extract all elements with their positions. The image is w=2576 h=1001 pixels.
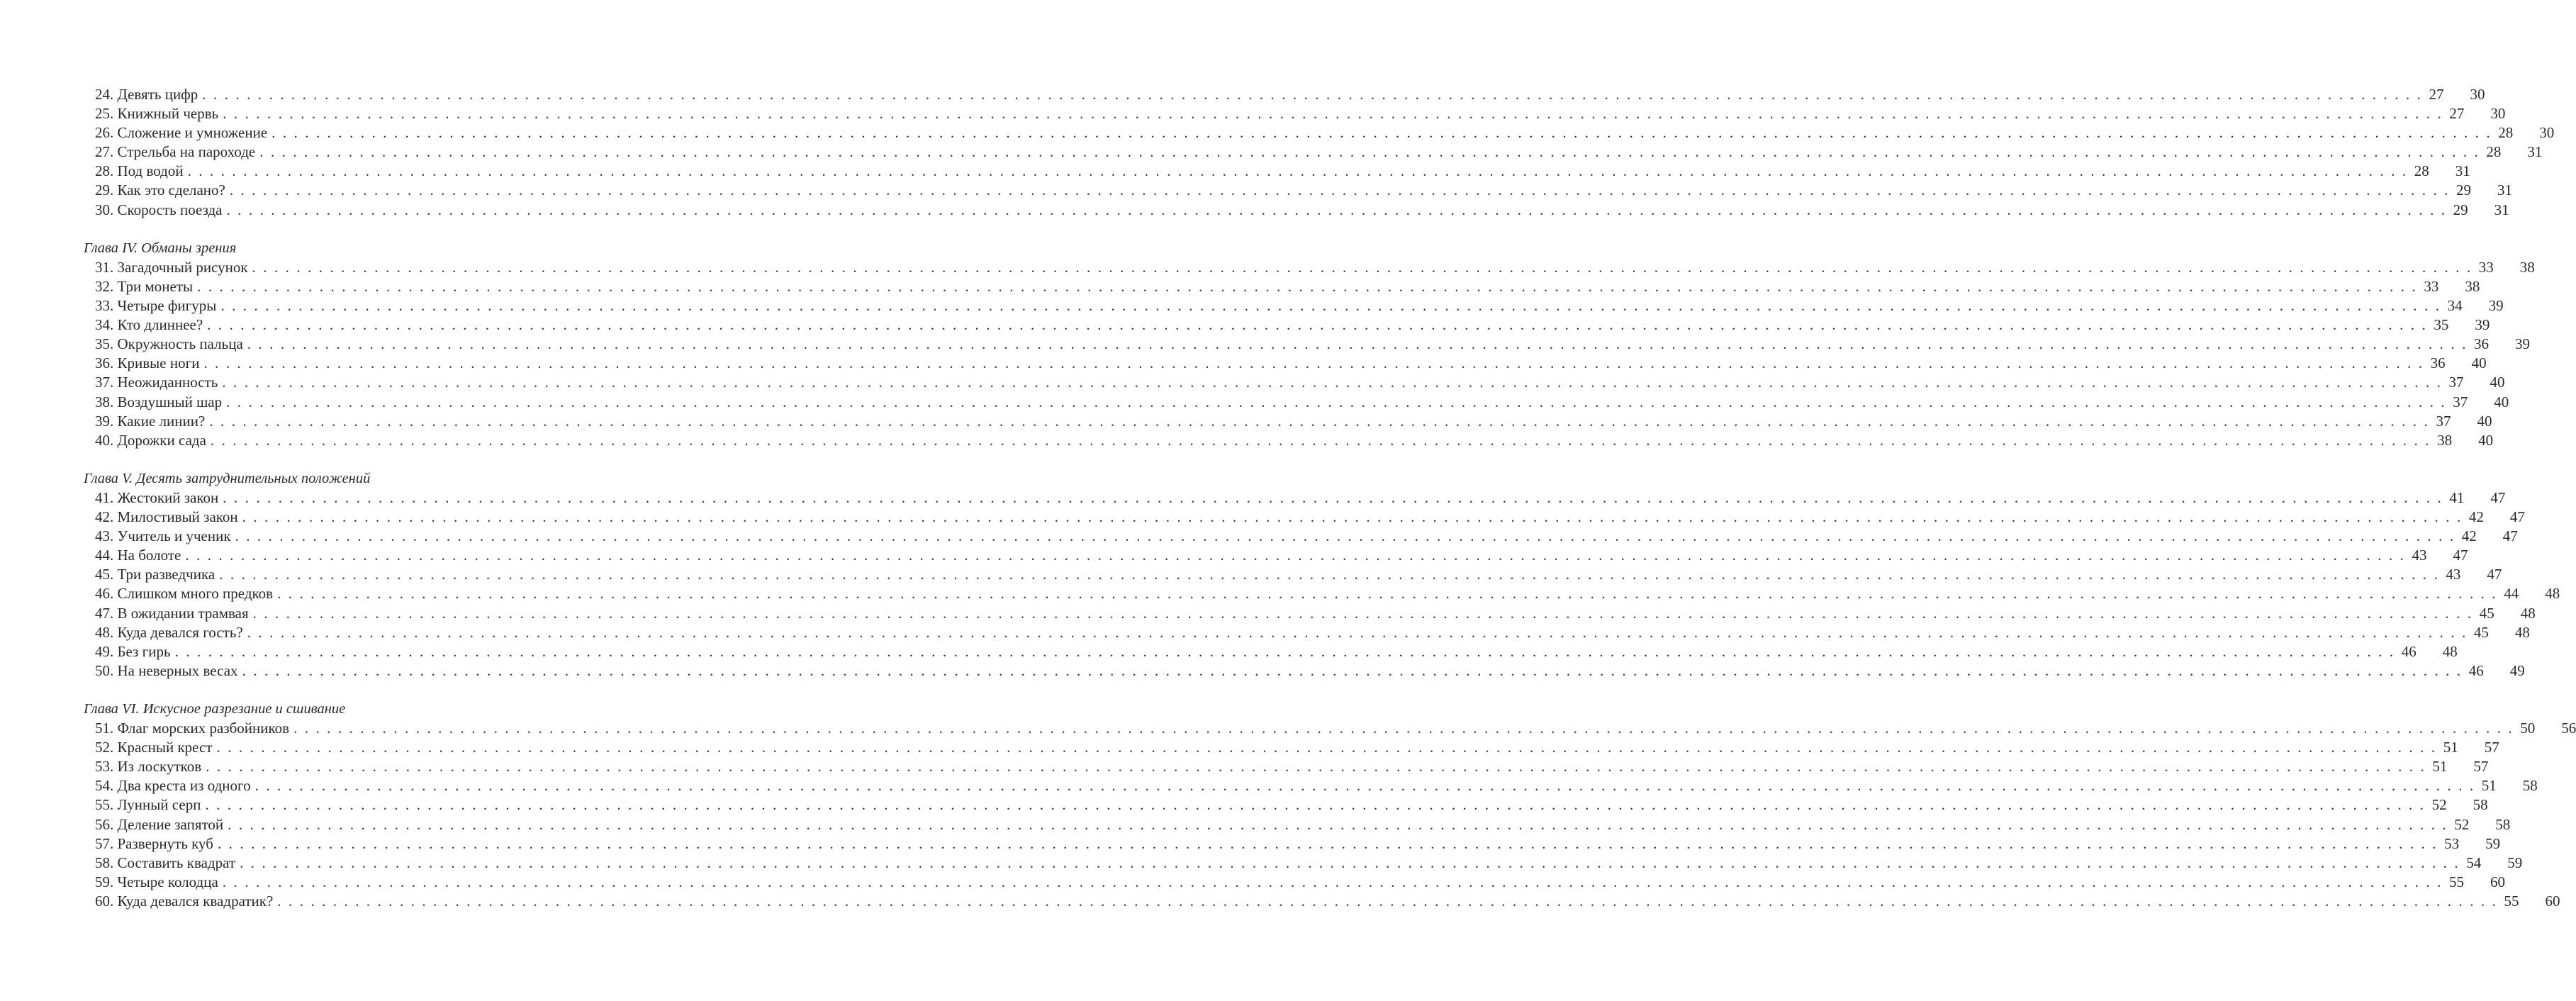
problem-page-number: 37	[2436, 412, 2451, 430]
dot-leader: . . . . . . . . . . . . . . . . . . . . . . . . . . . . . . . . . . . . . . . . . . . . . . . . . . . . . . . . . . . . . . . . . . . . . . . . . . . . . . . . . . . . . . . . . . . . . . . . . . . . . . . . . . . . . . . . . . . . . . . . . . . . . . . . . . . . . . . . . . . . . . . . . . . . . . . . . . . . . . . . . . . . . . . . . . . . . . . . . . . . . . . . . . . . . . . . . . . . . . . .	[242, 508, 2463, 526]
answer-page-number: 58	[2522, 777, 2538, 795]
entry-title: 54. Два креста из одного	[95, 777, 251, 795]
problem-page-number: 34	[2447, 297, 2463, 315]
toc-entry	[84, 623, 2530, 642]
answer-page-number: 39	[2488, 297, 2504, 315]
toc-entry	[84, 508, 2525, 527]
problem-page-number: 36	[2473, 335, 2489, 353]
toc-entry	[84, 776, 2538, 795]
answer-page-number: 47	[2502, 527, 2518, 545]
problem-page-number: 27	[2429, 86, 2444, 103]
entry-title: 36. Кривые ноги	[95, 354, 200, 372]
answer-page-number: 31	[2494, 201, 2509, 218]
toc-entry	[84, 604, 2536, 623]
toc-entry	[84, 527, 2518, 546]
answer-page-number: 47	[2490, 488, 2506, 506]
toc-entry	[84, 565, 2502, 584]
toc-entry	[84, 296, 2504, 315]
answer-page-number: 57	[2473, 758, 2489, 776]
problem-page-number: 33	[2424, 277, 2439, 295]
answer-page-number: 56	[2561, 720, 2576, 737]
dot-leader: . . . . . . . . . . . . . . . . . . . . . . . . . . . . . . . . . . . . . . . . . . . . . . . . . . . . . . . . . . . . . . . . . . . . . . . . . . . . . . . . . . . . . . . . . . . . . . . . . . . . . . . . . . . . . . . . . . . . . . . . . . . . . . . . . . . . . . . . . . . . . . . . . . . . . . . . . . . . . . . . . . . . . . . . . . . . . . . . . . . . . . . . . . . . . . . . . . . . . . . .	[223, 488, 2443, 506]
dot-leader: . . . . . . . . . . . . . . . . . . . . . . . . . . . . . . . . . . . . . . . . . . . . . . . . . . . . . . . . . . . . . . . . . . . . . . . . . . . . . . . . . . . . . . . . . . . . . . . . . . . . . . . . . . . . . . . . . . . . . . . . . . . . . . . . . . . . . . . . . . . . . . . . . . . . . . . . . . . . . . . . . . . . . . . . . . . . . . . . . . . . . . . . . . . . . . . . . . . . . . . .	[217, 834, 2438, 852]
dot-leader: . . . . . . . . . . . . . . . . . . . . . . . . . . . . . . . . . . . . . . . . . . . . . . . . . . . . . . . . . . . . . . . . . . . . . . . . . . . . . . . . . . . . . . . . . . . . . . . . . . . . . . . . . . . . . . . . . . . . . . . . . . . . . . . . . . . . . . . . . . . . . . . . . . . . . . . . . . . . . . . . . . . . . . . . . . . . . . . . . . . . . . . . . . . . . . . . . . . . . . . .	[222, 873, 2443, 890]
section-spacer	[84, 220, 622, 239]
toc-entry	[84, 123, 2555, 142]
toc-entry	[84, 873, 2505, 892]
entry-title: 43. Учитель и ученик	[95, 527, 231, 545]
problem-page-number: 43	[2412, 547, 2427, 564]
problem-page-number: 35	[2434, 316, 2449, 334]
answer-page-number: 59	[2507, 854, 2523, 871]
problem-page-number: 33	[2478, 258, 2494, 276]
dot-leader: . . . . . . . . . . . . . . . . . . . . . . . . . . . . . . . . . . . . . . . . . . . . . . . . . . . . . . . . . . . . . . . . . . . . . . . . . . . . . . . . . . . . . . . . . . . . . . . . . . . . . . . . . . . . . . . . . . . . . . . . . . . . . . . . . . . . . . . . . . . . . . . . . . . . . . . . . . . . . . . . . . . . . . . . . . . . . . . . . . . . . . . . . . . . . . . . . . . . . . . .	[216, 739, 2437, 756]
toc-entry	[84, 354, 2487, 373]
entry-title: 55. Лунный серп	[95, 796, 201, 814]
dot-leader: . . . . . . . . . . . . . . . . . . . . . . . . . . . . . . . . . . . . . . . . . . . . . . . . . . . . . . . . . . . . . . . . . . . . . . . . . . . . . . . . . . . . . . . . . . . . . . . . . . . . . . . . . . . . . . . . . . . . . . . . . . . . . . . . . . . . . . . . . . . . . . . . . . . . . . . . . . . . . . . . . . . . . . . . . . . . . . . . . . . . . . . . . . . . . . . . . . . . . . . .	[220, 297, 2441, 315]
section-spacer	[84, 681, 622, 700]
toc-entry	[84, 85, 2485, 104]
answer-page-number: 38	[2465, 277, 2480, 295]
toc-section	[84, 450, 2560, 681]
answer-page-number: 58	[2495, 815, 2511, 833]
entry-title: 46. Слишком много предков	[95, 585, 274, 603]
entry-title: 25. Книжный червь	[95, 105, 219, 123]
entry-title: 47. В ожидании трамвая	[95, 604, 249, 622]
toc-entry	[84, 162, 2470, 181]
answer-page-number: 47	[2509, 508, 2525, 526]
entry-title: 24. Девять цифр	[95, 86, 198, 103]
dot-leader: . . . . . . . . . . . . . . . . . . . . . . . . . . . . . . . . . . . . . . . . . . . . . . . . . . . . . . . . . . . . . . . . . . . . . . . . . . . . . . . . . . . . . . . . . . . . . . . . . . . . . . . . . . . . . . . . . . . . . . . . . . . . . . . . . . . . . . . . . . . . . . . . . . . . . . . . . . . . . . . . . . . . . . . . . . . . . . . . . . . . . . . . . . . . . . . . . . . . . . . .	[228, 815, 2448, 833]
toc-entry	[84, 258, 2535, 277]
entry-title: 41. Жестокий закон	[95, 488, 219, 506]
dot-leader: . . . . . . . . . . . . . . . . . . . . . . . . . . . . . . . . . . . . . . . . . . . . . . . . . . . . . . . . . . . . . . . . . . . . . . . . . . . . . . . . . . . . . . . . . . . . . . . . . . . . . . . . . . . . . . . . . . . . . . . . . . . . . . . . . . . . . . . . . . . . . . . . . . . . . . . . . . . . . . . . . . . . . . . . . . . . . . . . . . . . . . . . . . . . . . . . . . . . . . . .	[247, 623, 2468, 641]
problem-page-number: 45	[2473, 623, 2489, 641]
toc-entry	[84, 431, 2494, 450]
toc-entry	[84, 181, 2513, 200]
entry-title: 50. На неверных весах	[95, 661, 238, 679]
toc-entry	[84, 277, 2480, 296]
dot-leader: . . . . . . . . . . . . . . . . . . . . . . . . . . . . . . . . . . . . . . . . . . . . . . . . . . . . . . . . . . . . . . . . . . . . . . . . . . . . . . . . . . . . . . . . . . . . . . . . . . . . . . . . . . . . . . . . . . . . . . . . . . . . . . . . . . . . . . . . . . . . . . . . . . . . . . . . . . . . . . . . . . . . . . . . . . . . . . . . . . . . . . . . . . . . . . . . . . . . . . . .	[277, 585, 2498, 603]
problem-page-number: 44	[2504, 585, 2519, 603]
entry-title: 56. Деление запятой	[95, 815, 224, 833]
problem-page-number: 42	[2461, 527, 2477, 545]
problem-page-number: 36	[2430, 354, 2446, 372]
toc-entry	[84, 104, 2506, 123]
answer-page-number: 31	[2527, 143, 2543, 161]
toc-entry	[84, 892, 2560, 911]
dot-leader: . . . . . . . . . . . . . . . . . . . . . . . . . . . . . . . . . . . . . . . . . . . . . . . . . . . . . . . . . . . . . . . . . . . . . . . . . . . . . . . . . . . . . . . . . . . . . . . . . . . . . . . . . . . . . . . . . . . . . . . . . . . . . . . . . . . . . . . . . . . . . . . . . . . . . . . . . . . . . . . . . . . . . . . . . . . . . . . . . . . . . . . . . . . . . . . . . . . . . . . .	[226, 393, 2447, 410]
problem-page-number: 51	[2432, 758, 2448, 776]
answer-page-number: 30	[2490, 105, 2506, 123]
problem-page-number: 52	[2431, 796, 2447, 814]
entry-title: 37. Неожиданность	[95, 374, 218, 391]
toc-entry	[84, 757, 2489, 776]
problem-page-number: 28	[2414, 162, 2429, 180]
dot-leader: . . . . . . . . . . . . . . . . . . . . . . . . . . . . . . . . . . . . . . . . . . . . . . . . . . . . . . . . . . . . . . . . . . . . . . . . . . . . . . . . . . . . . . . . . . . . . . . . . . . . . . . . . . . . . . . . . . . . . . . . . . . . . . . . . . . . . . . . . . . . . . . . . . . . . . . . . . . . . . . . . . . . . . . . . . . . . . . . . . . . . . . . . . . . . . . . . . . . . . . .	[219, 566, 2440, 583]
answer-page-number: 48	[2514, 623, 2530, 641]
answer-page-number: 39	[2514, 335, 2530, 353]
entry-title: 40. Дорожки сада	[95, 431, 206, 449]
toc-entry	[84, 373, 2505, 392]
entry-title: 33. Четыре фигуры	[95, 297, 217, 315]
dot-leader: . . . . . . . . . . . . . . . . . . . . . . . . . . . . . . . . . . . . . . . . . . . . . . . . . . . . . . . . . . . . . . . . . . . . . . . . . . . . . . . . . . . . . . . . . . . . . . . . . . . . . . . . . . . . . . . . . . . . . . . . . . . . . . . . . . . . . . . . . . . . . . . . . . . . . . . . . . . . . . . . . . . . . . . . . . . . . . . . . . . . . . . . . . . . . . . . . . . . . . . .	[174, 642, 2395, 660]
toc-entry	[84, 815, 2511, 834]
toc-entry	[84, 584, 2560, 603]
answer-page-number: 31	[2455, 162, 2470, 180]
answer-page-number: 40	[2478, 431, 2494, 449]
answer-page-number: 40	[2477, 412, 2492, 430]
answer-page-number: 40	[2490, 374, 2505, 391]
dot-leader: . . . . . . . . . . . . . . . . . . . . . . . . . . . . . . . . . . . . . . . . . . . . . . . . . . . . . . . . . . . . . . . . . . . . . . . . . . . . . . . . . . . . . . . . . . . . . . . . . . . . . . . . . . . . . . . . . . . . . . . . . . . . . . . . . . . . . . . . . . . . . . . . . . . . . . . . . . . . . . . . . . . . . . . . . . . . . . . . . . . . . . . . . . . . . . . . . . . . . . . .	[252, 604, 2473, 622]
entry-title: 52. Красный крест	[95, 739, 213, 756]
entry-title: 58. Составить квадрат	[95, 854, 236, 871]
problem-page-number: 55	[2448, 873, 2464, 890]
problem-page-number: 43	[2446, 566, 2461, 583]
dot-leader: . . . . . . . . . . . . . . . . . . . . . . . . . . . . . . . . . . . . . . . . . . . . . . . . . . . . . . . . . . . . . . . . . . . . . . . . . . . . . . . . . . . . . . . . . . . . . . . . . . . . . . . . . . . . . . . . . . . . . . . . . . . . . . . . . . . . . . . . . . . . . . . . . . . . . . . . . . . . . . . . . . . . . . . . . . . . . . . . . . . . . . . . . . . . . . . . . . . . . . . .	[206, 758, 2426, 776]
entry-title: 49. Без гирь	[95, 642, 171, 660]
answer-page-number: 60	[2545, 892, 2560, 910]
entry-title: 35. Окружность пальца	[95, 335, 243, 353]
problem-page-number: 54	[2466, 854, 2482, 871]
entry-title: 42. Милостивый закон	[95, 508, 238, 526]
answer-page-number: 30	[2470, 86, 2485, 103]
answer-page-number: 40	[2471, 354, 2487, 372]
toc-section	[84, 220, 2535, 450]
dot-leader: . . . . . . . . . . . . . . . . . . . . . . . . . . . . . . . . . . . . . . . . . . . . . . . . . . . . . . . . . . . . . . . . . . . . . . . . . . . . . . . . . . . . . . . . . . . . . . . . . . . . . . . . . . . . . . . . . . . . . . . . . . . . . . . . . . . . . . . . . . . . . . . . . . . . . . . . . . . . . . . . . . . . . . . . . . . . . . . . . . . . . . . . . . . . . . . . . . . . . . . .	[210, 431, 2431, 449]
problem-page-number: 27	[2449, 105, 2465, 123]
entry-title: 48. Куда девался гость?	[95, 623, 243, 641]
problem-page-number: 29	[2456, 181, 2472, 199]
problem-page-number: 28	[2498, 124, 2514, 142]
entry-title: 38. Воздушный шар	[95, 393, 223, 410]
entry-title: 32. Три монеты	[95, 277, 194, 295]
problem-page-number: 53	[2444, 834, 2460, 852]
answer-page-number: 38	[2519, 258, 2535, 276]
dot-leader: . . . . . . . . . . . . . . . . . . . . . . . . . . . . . . . . . . . . . . . . . . . . . . . . . . . . . . . . . . . . . . . . . . . . . . . . . . . . . . . . . . . . . . . . . . . . . . . . . . . . . . . . . . . . . . . . . . . . . . . . . . . . . . . . . . . . . . . . . . . . . . . . . . . . . . . . . . . . . . . . . . . . . . . . . . . . . . . . . . . . . . . . . . . . . . . . . . . . . . . .	[202, 86, 2423, 103]
dot-leader: . . . . . . . . . . . . . . . . . . . . . . . . . . . . . . . . . . . . . . . . . . . . . . . . . . . . . . . . . . . . . . . . . . . . . . . . . . . . . . . . . . . . . . . . . . . . . . . . . . . . . . . . . . . . . . . . . . . . . . . . . . . . . . . . . . . . . . . . . . . . . . . . . . . . . . . . . . . . . . . . . . . . . . . . . . . . . . . . . . . . . . . . . . . . . . . . . . . . . . . .	[229, 181, 2451, 199]
problem-page-number: 46	[2468, 661, 2484, 679]
problem-page-number: 46	[2401, 642, 2417, 660]
dot-leader: . . . . . . . . . . . . . . . . . . . . . . . . . . . . . . . . . . . . . . . . . . . . . . . . . . . . . . . . . . . . . . . . . . . . . . . . . . . . . . . . . . . . . . . . . . . . . . . . . . . . . . . . . . . . . . . . . . . . . . . . . . . . . . . . . . . . . . . . . . . . . . . . . . . . . . . . . . . . . . . . . . . . . . . . . . . . . . . . . . . . . . . . . . . . . . . . . . . . . . . .	[203, 354, 2424, 372]
dot-leader: . . . . . . . . . . . . . . . . . . . . . . . . . . . . . . . . . . . . . . . . . . . . . . . . . . . . . . . . . . . . . . . . . . . . . . . . . . . . . . . . . . . . . . . . . . . . . . . . . . . . . . . . . . . . . . . . . . . . . . . . . . . . . . . . . . . . . . . . . . . . . . . . . . . . . . . . . . . . . . . . . . . . . . . . . . . . . . . . . . . . . . . . . . . . . . . . . . . . . . . .	[185, 547, 2406, 564]
entry-title: 60. Куда девался квадратик?	[95, 892, 274, 910]
dot-leader: . . . . . . . . . . . . . . . . . . . . . . . . . . . . . . . . . . . . . . . . . . . . . . . . . . . . . . . . . . . . . . . . . . . . . . . . . . . . . . . . . . . . . . . . . . . . . . . . . . . . . . . . . . . . . . . . . . . . . . . . . . . . . . . . . . . . . . . . . . . . . . . . . . . . . . . . . . . . . . . . . . . . . . . . . . . . . . . . . . . . . . . . . . . . . . . . . . . . . . . .	[197, 277, 2418, 295]
dot-leader: . . . . . . . . . . . . . . . . . . . . . . . . . . . . . . . . . . . . . . . . . . . . . . . . . . . . . . . . . . . . . . . . . . . . . . . . . . . . . . . . . . . . . . . . . . . . . . . . . . . . . . . . . . . . . . . . . . . . . . . . . . . . . . . . . . . . . . . . . . . . . . . . . . . . . . . . . . . . . . . . . . . . . . . . . . . . . . . . . . . . . . . . . . . . . . . . . . . . . . . .	[247, 335, 2468, 353]
problem-page-number: 55	[2504, 892, 2519, 910]
entry-title: 53. Из лоскутков	[95, 758, 202, 776]
dot-leader: . . . . . . . . . . . . . . . . . . . . . . . . . . . . . . . . . . . . . . . . . . . . . . . . . . . . . . . . . . . . . . . . . . . . . . . . . . . . . . . . . . . . . . . . . . . . . . . . . . . . . . . . . . . . . . . . . . . . . . . . . . . . . . . . . . . . . . . . . . . . . . . . . . . . . . . . . . . . . . . . . . . . . . . . . . . . . . . . . . . . . . . . . . . . . . . . . . . . . . . .	[187, 162, 2408, 180]
problem-page-number: 28	[2486, 143, 2502, 161]
problem-page-number: 51	[2481, 777, 2497, 795]
problem-page-number: 50	[2520, 720, 2536, 737]
entry-title: 34. Кто длиннее?	[95, 316, 203, 334]
problem-page-number: 38	[2437, 431, 2453, 449]
toc-entry	[84, 335, 2530, 354]
dot-leader: . . . . . . . . . . . . . . . . . . . . . . . . . . . . . . . . . . . . . . . . . . . . . . . . . . . . . . . . . . . . . . . . . . . . . . . . . . . . . . . . . . . . . . . . . . . . . . . . . . . . . . . . . . . . . . . . . . . . . . . . . . . . . . . . . . . . . . . . . . . . . . . . . . . . . . . . . . . . . . . . . . . . . . . . . . . . . . . . . . . . . . . . . . . . . . . . . . . . . . . .	[223, 105, 2443, 123]
toc-entry	[84, 488, 2506, 508]
toc-entry	[84, 412, 2492, 431]
answer-page-number: 48	[2442, 642, 2458, 660]
answer-page-number: 39	[2475, 316, 2490, 334]
toc-section	[84, 681, 2576, 911]
toc-entry	[84, 834, 2501, 854]
chapter-heading: Глава V. Десять затруднительных положений	[84, 470, 371, 486]
toc-entry	[84, 738, 2499, 757]
problem-page-number: 42	[2468, 508, 2484, 526]
dot-leader: . . . . . . . . . . . . . . . . . . . . . . . . . . . . . . . . . . . . . . . . . . . . . . . . . . . . . . . . . . . . . . . . . . . . . . . . . . . . . . . . . . . . . . . . . . . . . . . . . . . . . . . . . . . . . . . . . . . . . . . . . . . . . . . . . . . . . . . . . . . . . . . . . . . . . . . . . . . . . . . . . . . . . . . . . . . . . . . . . . . . . . . . . . . . . . . . . . . . . . . .	[226, 201, 2447, 218]
entry-title: 29. Как это сделано?	[95, 181, 225, 199]
dot-leader: . . . . . . . . . . . . . . . . . . . . . . . . . . . . . . . . . . . . . . . . . . . . . . . . . . . . . . . . . . . . . . . . . . . . . . . . . . . . . . . . . . . . . . . . . . . . . . . . . . . . . . . . . . . . . . . . . . . . . . . . . . . . . . . . . . . . . . . . . . . . . . . . . . . . . . . . . . . . . . . . . . . . . . . . . . . . . . . . . . . . . . . . . . . . . . . . . . . . . . . .	[205, 796, 2426, 814]
dot-leader: . . . . . . . . . . . . . . . . . . . . . . . . . . . . . . . . . . . . . . . . . . . . . . . . . . . . . . . . . . . . . . . . . . . . . . . . . . . . . . . . . . . . . . . . . . . . . . . . . . . . . . . . . . . . . . . . . . . . . . . . . . . . . . . . . . . . . . . . . . . . . . . . . . . . . . . . . . . . . . . . . . . . . . . . . . . . . . . . . . . . . . . . . . . . . . . . . . . . . . . .	[293, 720, 2514, 737]
answer-page-number: 47	[2453, 547, 2468, 564]
problem-page-number: 45	[2479, 604, 2494, 622]
answer-page-number: 30	[2539, 124, 2555, 142]
toc-section	[84, 85, 2555, 220]
dot-leader: . . . . . . . . . . . . . . . . . . . . . . . . . . . . . . . . . . . . . . . . . . . . . . . . . . . . . . . . . . . . . . . . . . . . . . . . . . . . . . . . . . . . . . . . . . . . . . . . . . . . . . . . . . . . . . . . . . . . . . . . . . . . . . . . . . . . . . . . . . . . . . . . . . . . . . . . . . . . . . . . . . . . . . . . . . . . . . . . . . . . . . . . . . . . . . . . . . . . . . . .	[209, 412, 2430, 430]
entry-title: 57. Развернуть куб	[95, 834, 213, 852]
toc-entry	[84, 795, 2488, 815]
problem-page-number: 41	[2449, 488, 2465, 506]
toc-entry	[84, 393, 2509, 412]
dot-leader: . . . . . . . . . . . . . . . . . . . . . . . . . . . . . . . . . . . . . . . . . . . . . . . . . . . . . . . . . . . . . . . . . . . . . . . . . . . . . . . . . . . . . . . . . . . . . . . . . . . . . . . . . . . . . . . . . . . . . . . . . . . . . . . . . . . . . . . . . . . . . . . . . . . . . . . . . . . . . . . . . . . . . . . . . . . . . . . . . . . . . . . . . . . . . . . . . . . . . . . .	[259, 143, 2480, 161]
problem-page-number: 52	[2454, 815, 2470, 833]
answer-page-number: 48	[2520, 604, 2536, 622]
answer-page-number: 49	[2509, 661, 2525, 679]
entry-title: 44. На болоте	[95, 547, 181, 564]
dot-leader: . . . . . . . . . . . . . . . . . . . . . . . . . . . . . . . . . . . . . . . . . . . . . . . . . . . . . . . . . . . . . . . . . . . . . . . . . . . . . . . . . . . . . . . . . . . . . . . . . . . . . . . . . . . . . . . . . . . . . . . . . . . . . . . . . . . . . . . . . . . . . . . . . . . . . . . . . . . . . . . . . . . . . . . . . . . . . . . . . . . . . . . . . . . . . . . . . . . . . . . .	[252, 258, 2473, 276]
toc-entry	[84, 661, 2525, 681]
entry-title: 30. Скорость поезда	[95, 201, 223, 218]
problem-page-number: 37	[2448, 374, 2464, 391]
answer-page-number: 48	[2545, 585, 2560, 603]
entry-title: 51. Флаг морских разбойников	[95, 720, 290, 737]
answer-page-number: 40	[2494, 393, 2509, 410]
answer-page-number: 57	[2484, 739, 2499, 756]
problem-page-number: 37	[2453, 393, 2468, 410]
entry-title: 45. Три разведчика	[95, 566, 215, 583]
toc-entry	[84, 642, 2458, 661]
dot-leader: . . . . . . . . . . . . . . . . . . . . . . . . . . . . . . . . . . . . . . . . . . . . . . . . . . . . . . . . . . . . . . . . . . . . . . . . . . . . . . . . . . . . . . . . . . . . . . . . . . . . . . . . . . . . . . . . . . . . . . . . . . . . . . . . . . . . . . . . . . . . . . . . . . . . . . . . . . . . . . . . . . . . . . . . . . . . . . . . . . . . . . . . . . . . . . . . . . . . . . . .	[240, 854, 2460, 871]
dot-leader: . . . . . . . . . . . . . . . . . . . . . . . . . . . . . . . . . . . . . . . . . . . . . . . . . . . . . . . . . . . . . . . . . . . . . . . . . . . . . . . . . . . . . . . . . . . . . . . . . . . . . . . . . . . . . . . . . . . . . . . . . . . . . . . . . . . . . . . . . . . . . . . . . . . . . . . . . . . . . . . . . . . . . . . . . . . . . . . . . . . . . . . . . . . . . . . . . . . . . . . .	[271, 124, 2492, 142]
toc-entry	[84, 854, 2523, 873]
toc-entry	[84, 546, 2468, 565]
answer-page-number: 47	[2487, 566, 2502, 583]
entry-title: 31. Загадочный рисунок	[95, 258, 248, 276]
dot-leader: . . . . . . . . . . . . . . . . . . . . . . . . . . . . . . . . . . . . . . . . . . . . . . . . . . . . . . . . . . . . . . . . . . . . . . . . . . . . . . . . . . . . . . . . . . . . . . . . . . . . . . . . . . . . . . . . . . . . . . . . . . . . . . . . . . . . . . . . . . . . . . . . . . . . . . . . . . . . . . . . . . . . . . . . . . . . . . . . . . . . . . . . . . . . . . . . . . . . . . . .	[277, 892, 2498, 910]
entry-title: 59. Четыре колодца	[95, 873, 218, 890]
chapter-heading: Глава IV. Обманы зрения	[84, 240, 237, 256]
dot-leader: . . . . . . . . . . . . . . . . . . . . . . . . . . . . . . . . . . . . . . . . . . . . . . . . . . . . . . . . . . . . . . . . . . . . . . . . . . . . . . . . . . . . . . . . . . . . . . . . . . . . . . . . . . . . . . . . . . . . . . . . . . . . . . . . . . . . . . . . . . . . . . . . . . . . . . . . . . . . . . . . . . . . . . . . . . . . . . . . . . . . . . . . . . . . . . . . . . . . . . . .	[242, 661, 2463, 679]
problem-page-number: 29	[2453, 201, 2468, 218]
answer-page-number: 60	[2490, 873, 2505, 890]
entry-title: 39. Какие линии?	[95, 412, 206, 430]
entry-title: 28. Под водой	[95, 162, 184, 180]
answer-page-number: 31	[2497, 181, 2513, 199]
section-spacer	[84, 450, 622, 469]
toc-entry	[84, 142, 2543, 162]
problem-page-number: 51	[2443, 739, 2458, 756]
dot-leader: . . . . . . . . . . . . . . . . . . . . . . . . . . . . . . . . . . . . . . . . . . . . . . . . . . . . . . . . . . . . . . . . . . . . . . . . . . . . . . . . . . . . . . . . . . . . . . . . . . . . . . . . . . . . . . . . . . . . . . . . . . . . . . . . . . . . . . . . . . . . . . . . . . . . . . . . . . . . . . . . . . . . . . . . . . . . . . . . . . . . . . . . . . . . . . . . . . . . . . . .	[254, 777, 2475, 795]
entry-title: 27. Стрельба на пароходе	[95, 143, 256, 161]
toc-entry	[84, 719, 2576, 738]
answer-page-number: 59	[2485, 834, 2501, 852]
dot-leader: . . . . . . . . . . . . . . . . . . . . . . . . . . . . . . . . . . . . . . . . . . . . . . . . . . . . . . . . . . . . . . . . . . . . . . . . . . . . . . . . . . . . . . . . . . . . . . . . . . . . . . . . . . . . . . . . . . . . . . . . . . . . . . . . . . . . . . . . . . . . . . . . . . . . . . . . . . . . . . . . . . . . . . . . . . . . . . . . . . . . . . . . . . . . . . . . . . . . . . . .	[235, 527, 2455, 545]
toc-entry	[84, 201, 2509, 220]
entry-title: 26. Сложение и умножение	[95, 124, 268, 142]
answer-page-number: 58	[2473, 796, 2488, 814]
dot-leader: . . . . . . . . . . . . . . . . . . . . . . . . . . . . . . . . . . . . . . . . . . . . . . . . . . . . . . . . . . . . . . . . . . . . . . . . . . . . . . . . . . . . . . . . . . . . . . . . . . . . . . . . . . . . . . . . . . . . . . . . . . . . . . . . . . . . . . . . . . . . . . . . . . . . . . . . . . . . . . . . . . . . . . . . . . . . . . . . . . . . . . . . . . . . . . . . . . . . . . . .	[222, 374, 2443, 391]
toc-entry	[84, 315, 2490, 335]
dot-leader: . . . . . . . . . . . . . . . . . . . . . . . . . . . . . . . . . . . . . . . . . . . . . . . . . . . . . . . . . . . . . . . . . . . . . . . . . . . . . . . . . . . . . . . . . . . . . . . . . . . . . . . . . . . . . . . . . . . . . . . . . . . . . . . . . . . . . . . . . . . . . . . . . . . . . . . . . . . . . . . . . . . . . . . . . . . . . . . . . . . . . . . . . . . . . . . . . . . . . . . .	[207, 316, 2428, 334]
chapter-heading: Глава VI. Искусное разрезание и сшивание	[84, 701, 346, 717]
table-of-contents	[84, 85, 2576, 911]
